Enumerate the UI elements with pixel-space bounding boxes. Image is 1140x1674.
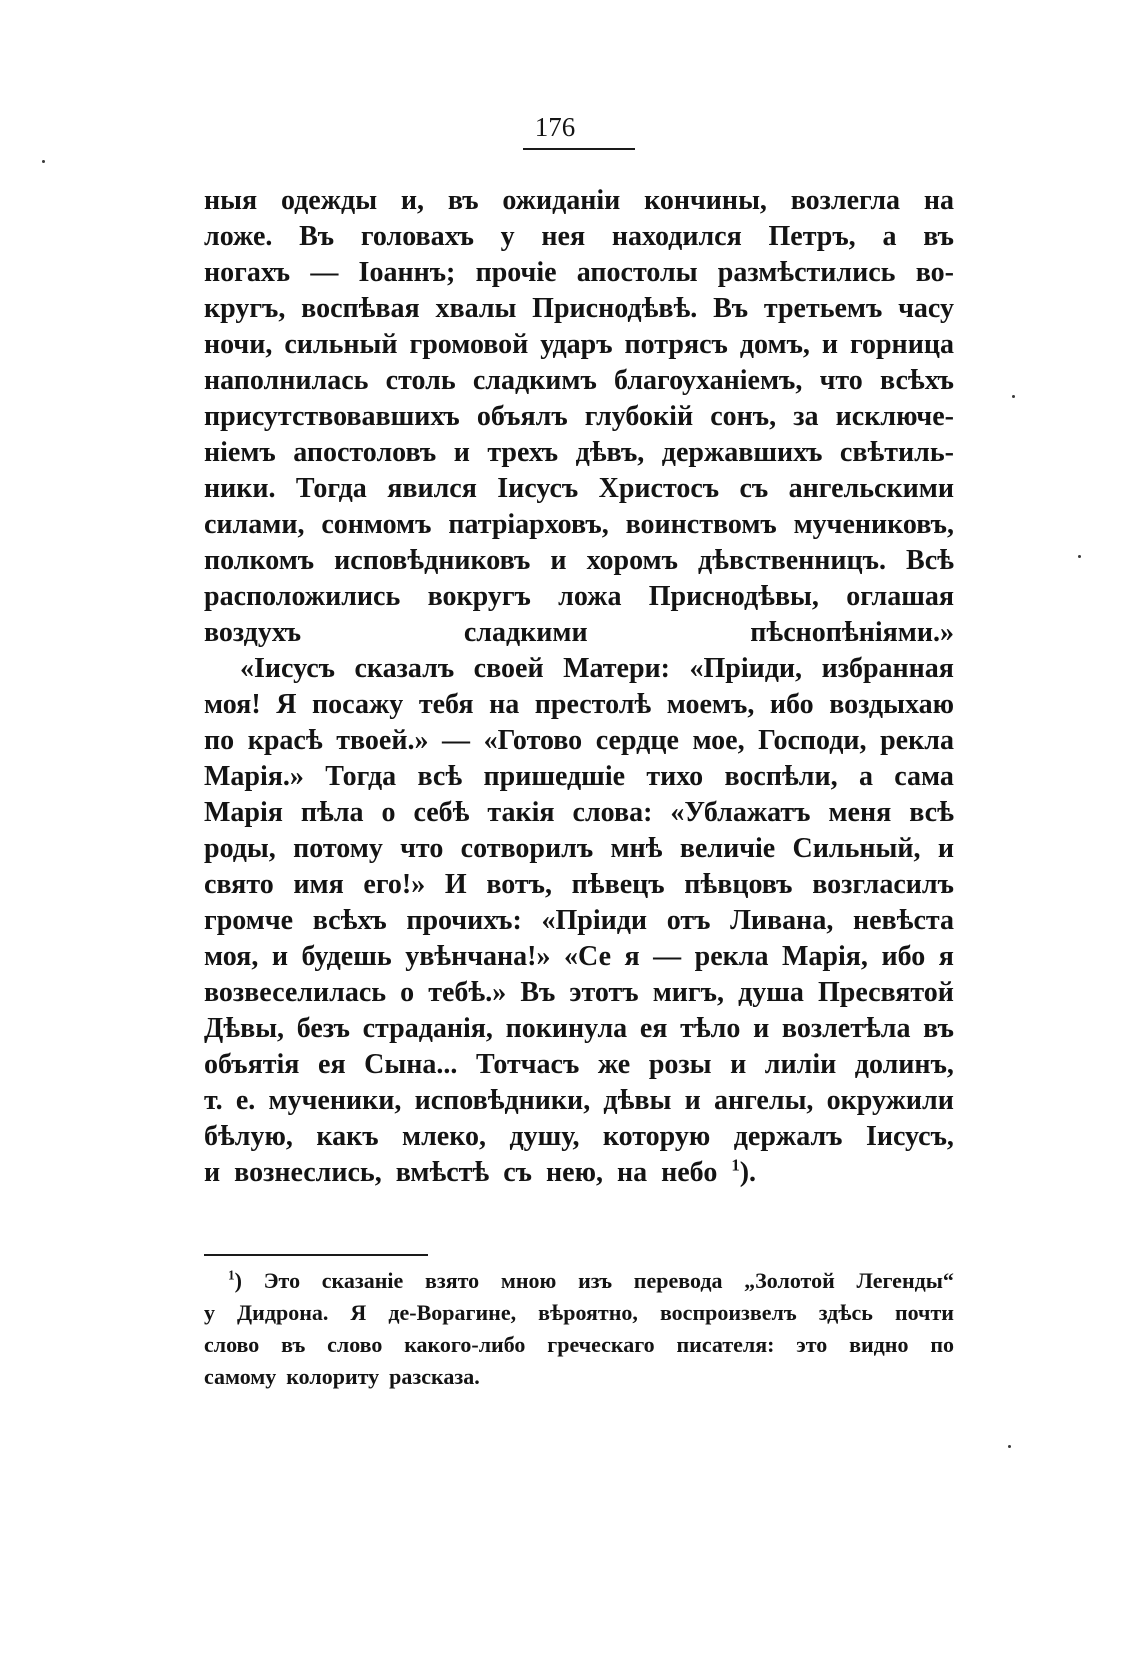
text-line bbox=[204, 291, 954, 327]
word: моемъ, bbox=[666, 689, 755, 720]
word: возлегла bbox=[790, 185, 901, 216]
word: сонъ, bbox=[710, 401, 777, 432]
text-line bbox=[204, 831, 954, 867]
word: кончины, bbox=[644, 185, 767, 216]
word: которую bbox=[602, 1121, 711, 1152]
text-line bbox=[204, 435, 954, 471]
word: красѣ bbox=[247, 725, 323, 756]
word: исповѣдниковъ bbox=[334, 545, 531, 576]
text-line bbox=[204, 543, 954, 579]
word: долинъ, bbox=[854, 1049, 954, 1080]
word: ногахъ bbox=[204, 257, 291, 288]
word: «Се bbox=[564, 941, 611, 972]
word: рекла bbox=[880, 725, 954, 756]
word: сотворилъ bbox=[460, 833, 594, 864]
word: вотъ, bbox=[486, 869, 552, 900]
word: Дѣвы, bbox=[204, 1013, 285, 1044]
word: что bbox=[819, 365, 863, 396]
word: я bbox=[938, 941, 954, 972]
word: розы bbox=[648, 1049, 712, 1080]
text-line bbox=[204, 327, 954, 363]
word: оглашая bbox=[846, 581, 954, 612]
page-number-rule bbox=[523, 148, 635, 150]
word: млеко, bbox=[402, 1121, 486, 1152]
word: такія bbox=[487, 797, 555, 828]
word: Марія bbox=[204, 797, 283, 828]
footnote-word: по bbox=[930, 1332, 954, 1357]
word: Приснодѣвы, bbox=[648, 581, 819, 612]
word: ночи, bbox=[204, 329, 273, 360]
word: на bbox=[489, 689, 520, 720]
footnote-word: слово bbox=[327, 1332, 383, 1357]
text-line bbox=[204, 975, 954, 1011]
word: Ливана, bbox=[730, 905, 834, 936]
text-line bbox=[204, 471, 954, 507]
word: сама bbox=[894, 761, 954, 792]
footnote-word: слово bbox=[204, 1332, 260, 1357]
word: Матери: bbox=[563, 653, 670, 684]
word: прочіе bbox=[475, 257, 557, 288]
word: трехъ bbox=[487, 437, 559, 468]
word: Тотчасъ bbox=[475, 1049, 580, 1080]
word: Сына... bbox=[364, 1049, 458, 1080]
footnote-word: видно bbox=[849, 1332, 909, 1357]
text-line bbox=[204, 255, 954, 291]
word: домъ, bbox=[739, 329, 810, 360]
footnote-word: Дидрона. bbox=[237, 1300, 329, 1325]
word: Въ bbox=[713, 293, 749, 324]
text-line bbox=[204, 615, 954, 651]
text-line bbox=[204, 939, 954, 975]
word: возгласилъ bbox=[812, 869, 954, 900]
text-line bbox=[204, 219, 954, 255]
word: Сильный, bbox=[792, 833, 921, 864]
footnote-word: самому bbox=[204, 1364, 277, 1389]
word: «Пріиди bbox=[541, 905, 648, 936]
footnote-line bbox=[204, 1297, 954, 1329]
text-line bbox=[204, 507, 954, 543]
word: т. bbox=[204, 1085, 223, 1116]
word: ея bbox=[318, 1049, 346, 1080]
word: горница bbox=[849, 329, 954, 360]
word: пѣвцовъ bbox=[684, 869, 793, 900]
word: и, bbox=[400, 185, 425, 216]
word: ударъ bbox=[540, 329, 613, 360]
word: всѣ bbox=[909, 797, 954, 828]
word: Приснодѣвѣ. bbox=[532, 293, 698, 324]
word: Тогда bbox=[295, 473, 367, 504]
footnote-word: перевода bbox=[633, 1268, 723, 1293]
text-line bbox=[204, 687, 954, 723]
footnote-word: сказаніе bbox=[321, 1268, 404, 1293]
text-line bbox=[204, 1155, 954, 1191]
word: и bbox=[271, 941, 288, 972]
word: тебя bbox=[418, 689, 474, 720]
word: объялъ bbox=[476, 401, 568, 432]
word: Іисусъ bbox=[497, 473, 579, 504]
word: Іисусъ, bbox=[865, 1121, 954, 1152]
word: мнѣ bbox=[610, 833, 663, 864]
footnote-word: колориту bbox=[286, 1364, 380, 1389]
word: отъ bbox=[666, 905, 711, 936]
word: роды, bbox=[204, 833, 276, 864]
word: во- bbox=[915, 257, 954, 288]
word: дѣвъ, bbox=[575, 437, 645, 468]
word: третьемъ bbox=[763, 293, 883, 324]
word: въ bbox=[923, 1013, 954, 1044]
word: ніемъ bbox=[204, 437, 276, 468]
word: сказалъ bbox=[354, 653, 455, 684]
word: нею, bbox=[546, 1157, 603, 1188]
word: будешь bbox=[301, 941, 392, 972]
word: невѣста bbox=[852, 905, 954, 936]
word: благоуханіемъ, bbox=[614, 365, 803, 396]
word: вокругъ bbox=[427, 581, 531, 612]
word: громовой bbox=[409, 329, 529, 360]
word: апостолы bbox=[576, 257, 698, 288]
word: что bbox=[400, 833, 444, 864]
word: Пресвятой bbox=[817, 977, 954, 1008]
word: пришедшіе bbox=[483, 761, 626, 792]
footnote-reference bbox=[731, 1155, 756, 1191]
footnote-word: воспроизвелъ bbox=[659, 1300, 797, 1325]
word: Христосъ bbox=[598, 473, 720, 504]
footnote-marker-number: 1 bbox=[228, 1267, 235, 1283]
word: Петръ, bbox=[768, 221, 856, 252]
word: моя, bbox=[204, 941, 259, 972]
text-line bbox=[204, 867, 954, 903]
word: и bbox=[753, 1013, 770, 1044]
scan-speck bbox=[1078, 555, 1081, 558]
word: мученики, bbox=[268, 1085, 402, 1116]
word: я bbox=[624, 941, 640, 972]
text-line bbox=[204, 759, 954, 795]
word: хвалы bbox=[435, 293, 517, 324]
word: сладкимъ bbox=[472, 365, 597, 396]
word: душу, bbox=[509, 1121, 580, 1152]
word: Въ bbox=[299, 221, 335, 252]
word: престолѣ bbox=[534, 689, 652, 720]
word: свято bbox=[204, 869, 274, 900]
word: своей bbox=[473, 653, 544, 684]
word: столь bbox=[385, 365, 456, 396]
word: силами, bbox=[204, 509, 305, 540]
word: расположились bbox=[204, 581, 401, 612]
text-line bbox=[204, 723, 954, 759]
word: мучениковъ, bbox=[793, 509, 954, 540]
word: и bbox=[730, 1049, 747, 1080]
word: безъ bbox=[296, 1013, 350, 1044]
word: душа bbox=[738, 977, 804, 1008]
word: пѣвецъ bbox=[571, 869, 665, 900]
word: часу bbox=[898, 293, 954, 324]
word: глубокій bbox=[584, 401, 694, 432]
word: пѣла bbox=[300, 797, 364, 828]
word: Въ bbox=[520, 977, 556, 1008]
word: и bbox=[550, 545, 567, 576]
word: вознеслись, bbox=[234, 1157, 382, 1188]
word: его!» bbox=[363, 869, 426, 900]
footnote-line bbox=[204, 1265, 954, 1297]
word: всѣхъ bbox=[312, 905, 387, 936]
word: всѣ bbox=[417, 761, 463, 792]
word: небо bbox=[661, 1157, 718, 1188]
word: избранная bbox=[821, 653, 954, 684]
word: «Пріиди, bbox=[689, 653, 803, 684]
footnote-word: де-Ворагине, bbox=[388, 1300, 517, 1325]
scan-speck bbox=[42, 160, 45, 163]
word: Марія, bbox=[782, 941, 868, 972]
footnotes bbox=[204, 1265, 954, 1393]
word: этотъ bbox=[569, 977, 639, 1008]
word: страданія, bbox=[362, 1013, 493, 1044]
word: находился bbox=[611, 221, 742, 252]
word: сердце bbox=[595, 725, 679, 756]
word: на bbox=[616, 1157, 648, 1188]
word: въ bbox=[447, 185, 479, 216]
footnote-word: въ bbox=[281, 1332, 306, 1357]
word: и bbox=[684, 1085, 701, 1116]
word: съ bbox=[739, 473, 769, 504]
text-line bbox=[204, 903, 954, 939]
word: апостоловъ bbox=[293, 437, 437, 468]
footnote-word: какого-либо bbox=[404, 1332, 526, 1357]
word: тебѣ.» bbox=[428, 977, 507, 1008]
word: какъ bbox=[316, 1121, 379, 1152]
word: пѣснопѣніями.» bbox=[750, 617, 954, 648]
word: лиліи bbox=[764, 1049, 837, 1080]
word: потому bbox=[293, 833, 383, 864]
word: громче bbox=[204, 905, 294, 936]
footnote-word: писателя: bbox=[676, 1332, 775, 1357]
word: окружили bbox=[826, 1085, 954, 1116]
footnote-word: „Золотой bbox=[744, 1268, 835, 1293]
word: одежды bbox=[280, 185, 378, 216]
word: и bbox=[937, 833, 954, 864]
word: сладкими bbox=[463, 617, 588, 648]
word: тѣло bbox=[680, 1013, 741, 1044]
word: возвеселилась bbox=[204, 977, 387, 1008]
footnote-line bbox=[204, 1361, 954, 1393]
word: «Іисусъ bbox=[240, 653, 335, 684]
footnote-marker: $^1$) bbox=[228, 1267, 242, 1293]
word: тихо bbox=[646, 761, 704, 792]
word: въ bbox=[923, 221, 954, 252]
word: дѣвы bbox=[603, 1085, 672, 1116]
word: головахъ bbox=[360, 221, 474, 252]
footnote-reference-number: 1 bbox=[731, 1155, 740, 1175]
word: Марія.» bbox=[204, 761, 304, 792]
word: ложе. bbox=[204, 221, 273, 252]
footnote-word: Я bbox=[350, 1300, 367, 1325]
word: а bbox=[858, 761, 873, 792]
word: Тогда bbox=[325, 761, 397, 792]
word: «Ублажатъ bbox=[670, 797, 811, 828]
word: и bbox=[821, 329, 838, 360]
word: слова: bbox=[572, 797, 653, 828]
word: твоей.» bbox=[336, 725, 429, 756]
word: ангелы, bbox=[713, 1085, 814, 1116]
word: ибо bbox=[769, 689, 814, 720]
word: рекла bbox=[694, 941, 769, 972]
word: сильный bbox=[284, 329, 398, 360]
word: патріарховъ, bbox=[448, 509, 609, 540]
text-line bbox=[204, 579, 954, 615]
footnote-word: изъ bbox=[578, 1268, 613, 1293]
footnote-word: Легенды“ bbox=[856, 1268, 954, 1293]
word: Іоаннъ; bbox=[358, 257, 456, 288]
word: возлетѣла bbox=[781, 1013, 911, 1044]
word: кругъ, bbox=[204, 293, 286, 324]
word: прочихъ: bbox=[406, 905, 522, 936]
word: воздыхаю bbox=[829, 689, 954, 720]
footnote-word: почти bbox=[894, 1300, 954, 1325]
text-line bbox=[204, 1083, 954, 1119]
footnote-word: взято bbox=[425, 1268, 480, 1293]
footnote-word: это bbox=[796, 1332, 828, 1357]
word: воспѣли, bbox=[724, 761, 838, 792]
word: ныя bbox=[204, 185, 258, 216]
word: — bbox=[442, 725, 471, 756]
footnote-word: Это bbox=[263, 1268, 301, 1293]
word: мигъ, bbox=[652, 977, 724, 1008]
footnote-word: у bbox=[204, 1300, 215, 1325]
page-number: 176 bbox=[534, 112, 576, 142]
word: вмѣстѣ bbox=[395, 1157, 490, 1188]
footnote-word: вѣроятно, bbox=[538, 1300, 638, 1325]
word: воинствомъ bbox=[625, 509, 777, 540]
word: присутствовавшихъ bbox=[204, 401, 460, 432]
footnote-word: мною bbox=[500, 1268, 557, 1293]
word: воспѣвая bbox=[301, 293, 420, 324]
word: ожиданіи bbox=[502, 185, 621, 216]
text-line bbox=[204, 1119, 954, 1155]
word: на bbox=[923, 185, 954, 216]
word: величіе bbox=[679, 833, 776, 864]
word: за bbox=[793, 401, 819, 432]
text-line bbox=[204, 1047, 954, 1083]
word: — bbox=[310, 257, 339, 288]
word: меня bbox=[828, 797, 892, 828]
word: И bbox=[444, 869, 467, 900]
word: увѣнчана!» bbox=[405, 941, 551, 972]
word: себѣ bbox=[413, 797, 470, 828]
text-line bbox=[204, 363, 954, 399]
word: явился bbox=[387, 473, 477, 504]
word: — bbox=[653, 941, 682, 972]
word: по bbox=[204, 725, 235, 756]
word: а bbox=[882, 221, 897, 252]
word: державшихъ bbox=[661, 437, 823, 468]
word: Господи, bbox=[758, 725, 867, 756]
word: ея bbox=[639, 1013, 668, 1044]
word: объятія bbox=[204, 1049, 300, 1080]
word: моя! bbox=[204, 689, 261, 720]
footnote-word: здѣсь bbox=[818, 1300, 873, 1325]
footnote-line bbox=[204, 1329, 954, 1361]
word: ники. bbox=[204, 473, 276, 504]
scan-speck bbox=[1012, 395, 1015, 398]
word: ибо bbox=[881, 941, 926, 972]
word: у bbox=[500, 221, 515, 252]
word: Я bbox=[276, 689, 297, 720]
word: мое, bbox=[692, 725, 745, 756]
word: всѣхъ bbox=[880, 365, 954, 396]
word: о bbox=[381, 797, 396, 828]
word: исключе- bbox=[835, 401, 954, 432]
word: свѣтиль- bbox=[839, 437, 954, 468]
text-line bbox=[204, 183, 954, 219]
text-line bbox=[204, 651, 954, 687]
word: нея bbox=[541, 221, 586, 252]
text-line bbox=[204, 795, 954, 831]
word: о bbox=[400, 977, 415, 1008]
word: «Готово bbox=[483, 725, 583, 756]
footnote-word: разсказа. bbox=[389, 1364, 480, 1389]
word: ложа bbox=[558, 581, 622, 612]
word: воздухъ bbox=[204, 617, 302, 648]
footnote-reference-closing: ). bbox=[739, 1157, 757, 1188]
word: Всѣ bbox=[906, 545, 954, 576]
word: же bbox=[597, 1049, 631, 1080]
word: и bbox=[453, 437, 470, 468]
word: посажу bbox=[312, 689, 404, 720]
text-line bbox=[204, 399, 954, 435]
word: е. bbox=[235, 1085, 256, 1116]
word: покинула bbox=[505, 1013, 628, 1044]
word: наполнилась bbox=[204, 365, 369, 396]
word: исповѣдники, bbox=[414, 1085, 591, 1116]
word: хоромъ bbox=[586, 545, 678, 576]
word: размѣстились bbox=[717, 257, 896, 288]
word: бѣлую, bbox=[204, 1121, 293, 1152]
word: сонмомъ bbox=[321, 509, 432, 540]
body-text bbox=[204, 183, 954, 1191]
word: держалъ bbox=[733, 1121, 843, 1152]
footnote-word: греческаго bbox=[547, 1332, 655, 1357]
word: ангельскими bbox=[788, 473, 954, 504]
word: и bbox=[204, 1157, 221, 1188]
word: потрясъ bbox=[624, 329, 728, 360]
word: съ bbox=[503, 1157, 533, 1188]
scan-speck bbox=[1008, 1445, 1011, 1448]
word: дѣвственницъ. bbox=[697, 545, 886, 576]
word: имя bbox=[293, 869, 344, 900]
footnote-rule bbox=[204, 1254, 428, 1256]
word: полкомъ bbox=[204, 545, 315, 576]
text-line bbox=[204, 1011, 954, 1047]
